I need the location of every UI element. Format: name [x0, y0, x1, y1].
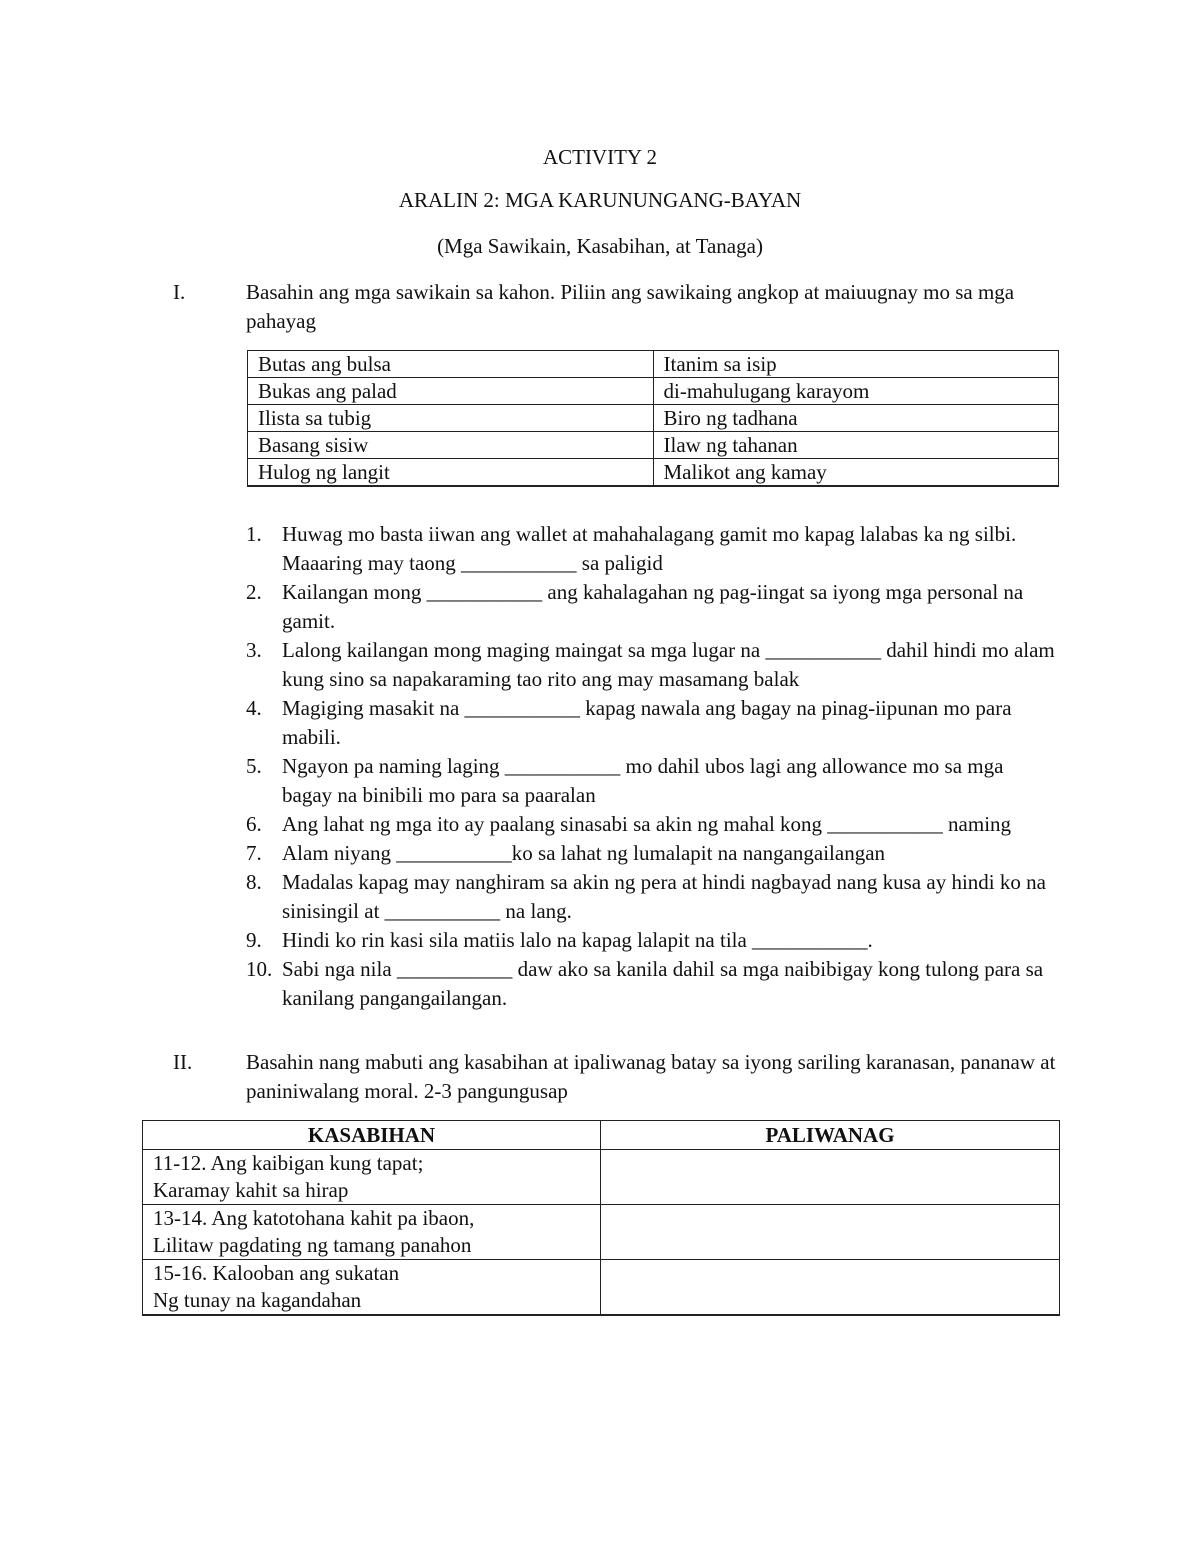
question-list: [246, 520, 1056, 1013]
kasabihan-line: Ng tunay na kagandahan: [153, 1288, 362, 1312]
list-item: [246, 868, 1056, 926]
sawikain-cell: Ilista sa tubig: [248, 405, 654, 432]
table-row: [248, 405, 1059, 432]
kasabihan-line: 13-14. Ang katotohana kahit pa ibaon,: [153, 1206, 475, 1230]
list-item: [246, 926, 1056, 955]
item-number: 9.: [246, 928, 262, 952]
column-header-paliwanag: PALIWANAG: [601, 1121, 1060, 1150]
table-row: [143, 1205, 1060, 1260]
list-item: [246, 810, 1056, 839]
kasabihan-line: Lilitaw pagdating ng tamang panahon: [153, 1233, 472, 1257]
item-number: 4.: [246, 696, 262, 720]
item-text: Hindi ko rin kasi sila matiis lalo na kapag lalapit na tila ___________.: [282, 928, 873, 952]
item-number: 2.: [246, 580, 262, 604]
paliwanag-answer-cell[interactable]: [601, 1205, 1060, 1260]
item-text: Kailangan mong ___________ ang kahalagahan ng pag-iingat sa iyong mga personal na gamit.: [282, 580, 1024, 633]
list-item: [246, 578, 1056, 636]
lesson-subtitle: (Mga Sawikain, Kasabihan, at Tanaga): [437, 234, 763, 258]
item-text: Magiging masakit na ___________ kapag nawala ang bagay na pinag-iipunan mo para mabili.: [282, 696, 1012, 749]
activity-title: ACTIVITY 2: [542, 145, 658, 169]
list-item: [246, 694, 1056, 752]
item-number: 6.: [246, 812, 262, 836]
lesson-title: ARALIN 2: MGA KARUNUNGANG-BAYAN: [398, 188, 802, 212]
sawikain-box: [247, 350, 1059, 487]
list-item: [246, 752, 1056, 810]
kasabihan-line: 15-16. Kalooban ang sukatan: [153, 1261, 400, 1285]
kasabihan-line: Karamay kahit sa hirap: [153, 1178, 349, 1202]
table-row: [143, 1150, 1060, 1205]
list-item: [246, 955, 1056, 1013]
table-header-row: [143, 1121, 1060, 1150]
item-number: 3.: [246, 638, 262, 662]
part2-instruction: Basahin nang mabuti ang kasabihan at ipaliwanag batay sa iyong sariling karanasan, pananaw at paniniwalang moral. 2-3 pangungusap: [246, 1050, 1056, 1103]
kasabihan-cell: [143, 1205, 601, 1260]
item-text: Sabi nga nila ___________ daw ako sa kanila dahil sa mga naibibigay kong tulong para sa kanilang pangangailangan.: [282, 957, 1044, 1010]
paliwanag-answer-cell[interactable]: [601, 1260, 1060, 1316]
kasabihan-table: [142, 1120, 1060, 1316]
table-row: [248, 378, 1059, 405]
sawikain-cell: Butas ang bulsa: [248, 351, 654, 378]
item-number: 1.: [246, 522, 262, 546]
item-text: Huwag mo basta iiwan ang wallet at mahahalagang gamit mo kapag lalabas ka ng silbi. Maaaring may taong ___________ sa paligid: [282, 522, 1017, 575]
item-text: Ang lahat ng mga ito ay paalang sinasabi sa akin ng mahal kong ___________ naming: [282, 812, 1012, 836]
sawikain-cell: Bukas ang palad: [248, 378, 654, 405]
sawikain-cell: di-mahulugang karayom: [653, 378, 1059, 405]
item-number: 5.: [246, 754, 262, 778]
item-number: 8.: [246, 870, 262, 894]
table-row: [143, 1260, 1060, 1316]
sawikain-cell: Biro ng tadhana: [653, 405, 1059, 432]
item-text: Lalong kailangan mong maging maingat sa mga lugar na ___________ dahil hindi mo alam kung sino sa napakaraming tao rito ang may masamang balak: [282, 638, 1055, 691]
list-item: [246, 839, 1056, 868]
table-row: [248, 432, 1059, 459]
part2-numeral: II.: [173, 1050, 193, 1074]
list-item: [246, 636, 1056, 694]
item-text: Ngayon pa naming laging ___________ mo dahil ubos lagi ang allowance mo sa mga bagay na binibili mo para sa paaralan: [282, 754, 1004, 807]
item-text: Madalas kapag may nanghiram sa akin ng pera at hindi nagbayad nang kusa ay hindi ko na sinisingil at ___________ na lang.: [282, 870, 1046, 923]
kasabihan-line: 11-12. Ang kaibigan kung tapat;: [153, 1151, 424, 1175]
paliwanag-answer-cell[interactable]: [601, 1150, 1060, 1205]
kasabihan-cell: [143, 1150, 601, 1205]
item-number: 7.: [246, 841, 262, 865]
table-row: [248, 351, 1059, 378]
list-item: [246, 520, 1056, 578]
kasabihan-cell: [143, 1260, 601, 1316]
sawikain-cell: Itanim sa isip: [653, 351, 1059, 378]
item-text: Alam niyang ___________ko sa lahat ng lumalapit na nangangailangan: [282, 841, 886, 865]
sawikain-cell: Basang sisiw: [248, 432, 654, 459]
part1-numeral: I.: [173, 280, 186, 304]
item-number: 10.: [246, 957, 273, 981]
part1-instruction: Basahin ang mga sawikain sa kahon. Piliin ang sawikaing angkop at maiuugnay mo sa mga pahayag: [246, 280, 1015, 333]
table-row: [248, 459, 1059, 487]
sawikain-cell: Ilaw ng tahanan: [653, 432, 1059, 459]
column-header-kasabihan: KASABIHAN: [143, 1121, 601, 1150]
sawikain-cell: Hulog ng langit: [248, 459, 654, 487]
sawikain-cell: Malikot ang kamay: [653, 459, 1059, 487]
